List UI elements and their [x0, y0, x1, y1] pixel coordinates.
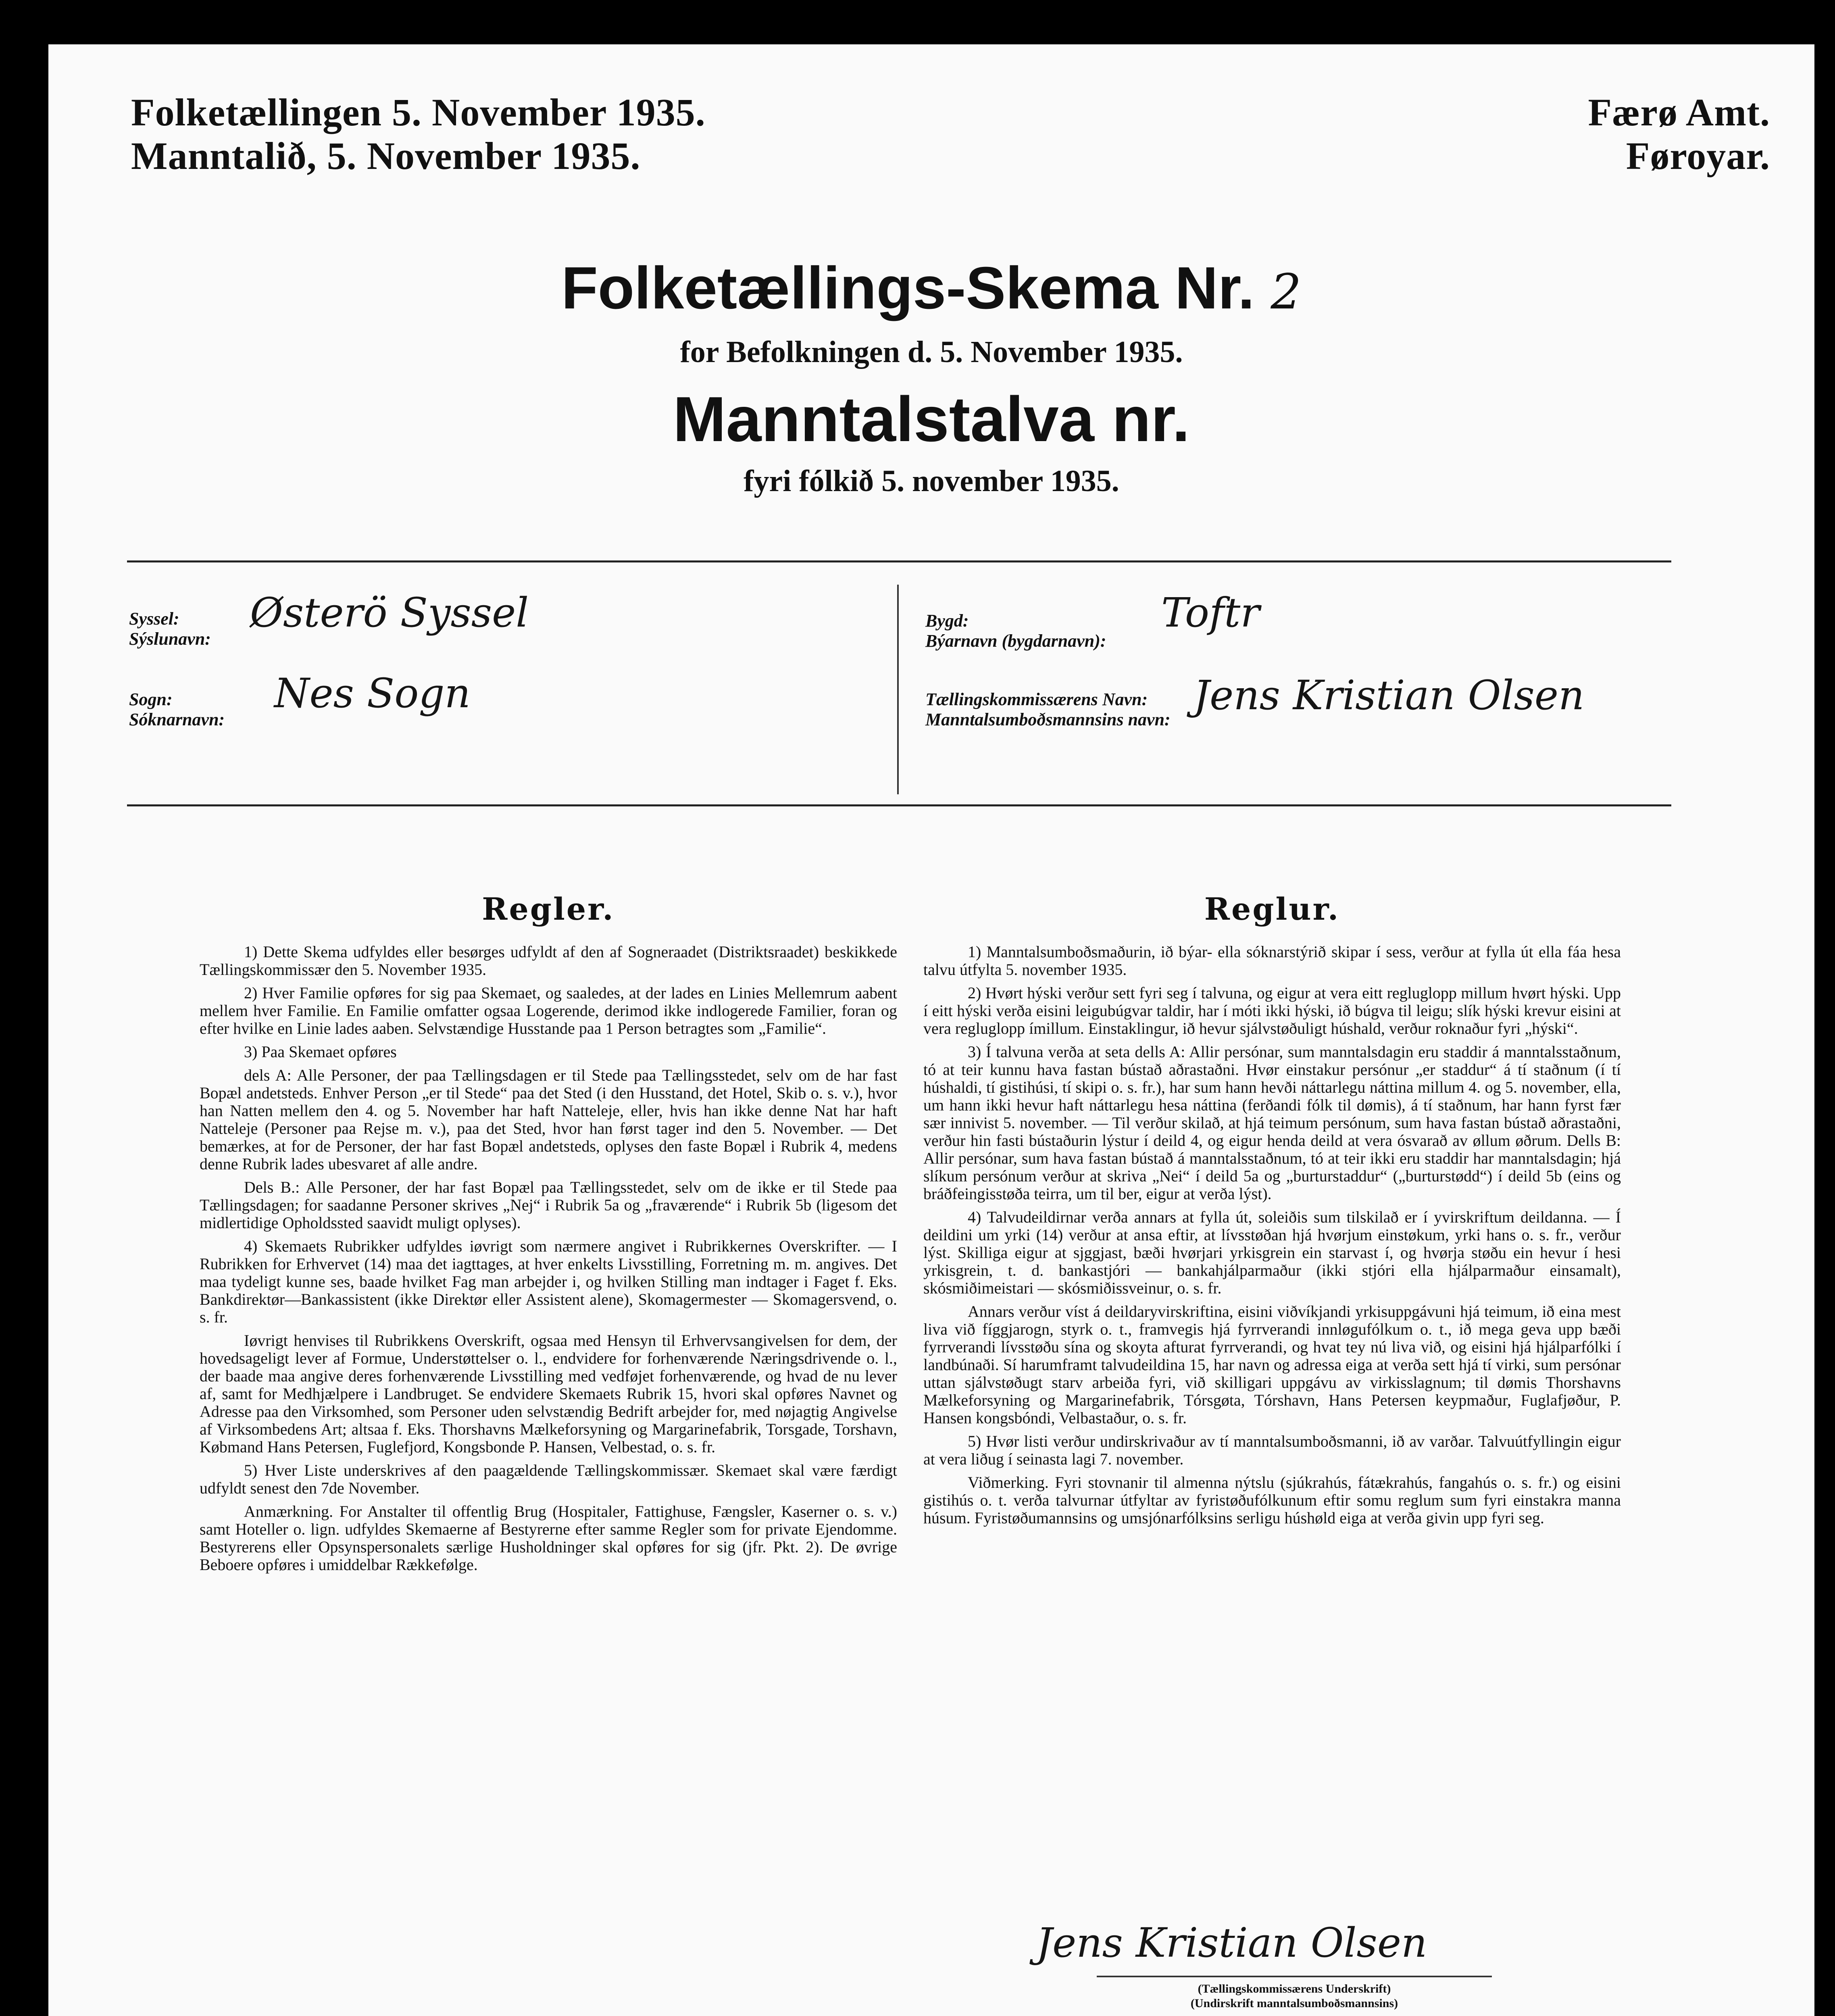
signature-caption: (Tællingskommissærens Underskrift) (Undirskrift manntalsumboðsmannsins) [1190, 1982, 1398, 2010]
regler-paragraph: dels A: Alle Personer, der paa Tællingsdagen er til Stede paa Tællingsstedet, selv om de har fast Bopæl andetsteds. Enhver Person „er til Stede“ paa det Sted (i den Husstand, det Hotel, Skib o. s. v.), hvor han Natten mellem den 4. og 5. November har haft Natteleje, eller, hvis han ikke denne Nat har haft Natteleje (Personer paa Rejse m. v.), paa det Sted, hvor han først tager ind den 5. November. — Det bemærkes, at for de Personer, der har fast Bopæl andetsteds, oplyses den faste Bopæl i Rubrik 4, medens denne Rubrik lades ubesvaret af alle andre. [200, 1066, 897, 1173]
syssel-label: Syssel: Sýslunavn: [129, 609, 211, 649]
divider-bottom [127, 804, 1671, 806]
regler-paragraph: Dels B.: Alle Personer, der har fast Bopæl paa Tællingsstedet, selv om de ikke er til Stede paa Tællingsdagen; for saadanne Personer skrives „Nej“ i Rubrik 5a og „fraværende“ i Rubrik 5b (ligesom det midlertidige Opholdssted saavidt muligt oplyses). [200, 1178, 897, 1232]
census-form-page [48, 44, 1814, 2016]
regler-paragraph: 1) Dette Skema udfyldes eller besørges udfyldt af den af Sogneraadet (Distriktsraadet) beskikkede Tællingskommissær den 5. November 1935. [200, 943, 897, 979]
regler-paragraph: Anmærkning. For Anstalter til offentlig Brug (Hospitaler, Fattighuse, Fængsler, Kaserner o. s. v.) samt Hoteller o. lign. udfyldes Skemaerne af Bestyrerne efter samme Regler som for private Ejendomme. Bestyrerens eller Opsynspersonalets særlige Husholdninger skal opføres for sig (jfr. Pkt. 2). De øvrige Beboere opføres i umiddelbar Rækkefølge. [200, 1502, 897, 1574]
skema-title: Folketællings-Skema Nr. [561, 255, 1255, 321]
header-left [131, 91, 706, 178]
reglur-paragraph: Viðmerking. Fyri stovnanir til almenna nýtslu (sjúkrahús, fátækrahús, fangahús o. s. fr.) og eisini gistihús o. t. verða talvurnar útfyltar av fyristøðufólkunum eftir somu reglum sum fyri einstakra manna húsum. Fyristøðumannsins og umsjónarfólksins serligu húshøld eiga at verða givin upp fyri seg. [923, 1473, 1621, 1527]
reglur-paragraph: 5) Hvør listi verður undirskrivaður av tí manntalsumboðsmanni, ið av varðar. Talvuútfyllingin eigur at vera liðug í seinasta lagi 7. november. [923, 1432, 1621, 1468]
skema-title-row [48, 254, 1814, 323]
header-county-faroese: Føroyar. [1626, 134, 1770, 177]
sogn-value: Nes Sogn [274, 670, 471, 717]
header-county-danish: Færø Amt. [1588, 91, 1770, 134]
divider-vertical [897, 585, 899, 794]
reglur-paragraph: 3) Í talvuna verða at seta dells A: Allir persónar, sum manntalsdagin eru staddir á manntalsstaðnum, tó at teir kunnu hava fastan bústað aðrastaðni. Hvør einstakur persónur „er staddur“ á tí staðnum (í tí húshaldi, tí gistihúsi, tí skipi o. s. fr.), har sum hann hevði náttarlegu náttina millum 4. og 5. november, ella, um hann ikki hevur haft náttarlegu hesa náttina (ferðandi fólk til dømis), á tí staðnum, har hann fyrst fær sær innivist 5. november. — Til verður skilað, at hjá teimum persónum, sum hava fastan bústað aðrastaðni, verður hin fasti bústaðurin lýstur í deild 4, og eigur henda deild at vera ósvarað av øllum øðrum. Dells B: Allir persónar, sum hava fastan bústað á manntalsstaðnum, tó at teir ikki eru staddir har manntalsdagin; hjá slíkum persónum verður at skriva „Nei“ í deild 5a og „burturstaddur“ („burturstødd“) í deild 5b (eins og bráðfeingisstøða teirra, um til ber, eigur at verða lýst). [923, 1043, 1621, 1203]
divider-top [127, 560, 1671, 562]
header-census-faroese: Manntalið, 5. November 1935. [131, 134, 641, 177]
header-right [1588, 91, 1770, 178]
reglur-paragraph: 2) Hvørt hýski verður sett fyri seg í talvuna, og eigur at vera eitt regluglopp millum hvørt hýski. Upp í eitt hýski verða eisini leigubúgvar taldir, har í móti ikki hýski, ið búgva til leigu; slík hýski krevur eisini at vera regluglopp ímillum. Einstaklingur, ið hevur sjálvstøðuligt húshald, verður roknaður fyri „hýski“. [923, 984, 1621, 1037]
sogn-label: Sogn: Sóknarnavn: [129, 689, 225, 729]
regler-heading: Regler. [482, 891, 615, 927]
reglur-paragraph: 1) Manntalsumboðsmaðurin, ið býar- ella sóknarstýrið skipar í sess, verður at fylla út ella fáa hesa talvu útfylta 5. november 1935. [923, 943, 1621, 979]
regler-paragraph: 2) Hver Familie opføres for sig paa Skemaet, og saaledes, at der lades en Linies Mellemrum aabent mellem hver Familie. En Familie omfatter ogsaa Logerende, derimod ikke indlogerede Familier, foran og efter hvilke en Linie lades aaben. Selvstændige Husstande paa 1 Person betragtes som „Familie“. [200, 984, 897, 1037]
manntal-subtitle: fyri fólkið 5. november 1935. [744, 464, 1119, 498]
regler-paragraph: 5) Hver Liste underskrives af den paagældende Tællingskommissær. Skemaet skal være færdigt udfyldt senest den 7de November. [200, 1461, 897, 1497]
signature-line [1097, 1976, 1492, 1977]
reglur-heading: Reglur. [1204, 891, 1340, 927]
manntal-title: Manntalstalva nr. [673, 384, 1190, 455]
regler-paragraph: Iøvrigt henvises til Rubrikkens Overskrift, ogsaa med Hensyn til Erhvervsangivelsen for dem, der hovedsageligt lever af Formue, Understøttelser o. l., endvidere for forhenværende Næringsdrivende o. l., der baade maa angive deres forhenværende Livsstilling med vedføjet forhenværende, og hvad de nu lever af, samt for Medhjælpere i Landbruget. Se endvidere Skemaets Rubrik 15, hvori skal opføres Navnet og Adresse paa den Virksomhed, som Personer uden selvstændig Bedrift arbejder for, med nøjagtig Angivelse af Virksombedens Art; altsaa f. Eks. Thorshavns Mælkeforsyning og Margarinefabrik, Torsgade, Torshavn, Købmand Hans Petersen, Fuglefjord, Kongsbonde P. Hansen, Velbestad, o. s. fr. [200, 1331, 897, 1456]
regler-column [200, 891, 897, 1579]
reglur-column [923, 891, 1621, 1533]
skema-subtitle: for Befolkningen d. 5. November 1935. [680, 335, 1183, 369]
reglur-paragraph: 4) Talvudeildirnar verða annars at fylla út, soleiðis sum tilskilað er í yvirskriftum deildanna. — Í deildini um yrki (14) verður at ansa eftir, at lívsstøðan hjá hvørjum einstøkum, yrki hans o. s. fr., verður lýst. Skilliga eigur at sjggjast, bæði hvørjari yrkisgrein ein starvast í, og hvørja støðu ein hevur í hesi yrkisgrein, t. d. bankastjóri — bankahjálparmaður (ikki stjóri ella hjálparmaður einsamalt), skósmiðimeistari — skósmiðissveinur, o. s. fr. [923, 1208, 1621, 1297]
signature-handwritten: Jens Kristian Olsen [1036, 1919, 1427, 1966]
regler-paragraph: 3) Paa Skemaet opføres [244, 1043, 397, 1061]
bygd-value: Toftr [1161, 589, 1260, 636]
syssel-value: Østerö Syssel [250, 589, 529, 636]
regler-paragraph: 4) Skemaets Rubrikker udfyldes iøvrigt som nærmere angivet i Rubrikkernes Overskrifter. — I Rubrikken for Erhvervet (14) maa det iagttages, at hver enkelts Livsstilling, Forretning m. m. angives. Det maa tydeligt kunne ses, baade hvilket Fag man arbejder i, og hvilken Stilling man indtager i Faget f. Eks. Bankdirektør—Bankassistent (ikke Direktør eller Assistent alene), Skomagermester — Skomagersvend, o. s. fr. [200, 1237, 897, 1326]
skema-number: 2 [1271, 264, 1302, 320]
bygd-label: Bygd: Býarnavn (bygdarnavn): [925, 611, 1106, 651]
kommissaer-label: Tællingskommissærens Navn: Manntalsumboðsmannsins navn: [925, 689, 1171, 729]
header-census-danish: Folketællingen 5. November 1935. [131, 91, 706, 134]
kommissaer-value: Jens Kristian Olsen [1193, 672, 1585, 719]
reglur-paragraph: Annars verður víst á deildaryvirskriftina, eisini viðvíkjandi yrkisuppgávuni hjá teimum, ið eina mest liva við fíggjarogn, styrk o. t., framvegis hjá fyrrverandi innløgufólkum o. t., ið mega geva upp bæði fyrrverandi lívsstøðu sína og skoyta afturat fyrrverandi, og hvat tey nú liva við, og eisini hjá hjálparfólki í landbúnaði. Sí harumframt talvudeildina 15, har navn og adressa eiga at verða sett hjá tí virki, sum persónar uttan sjálvstøðugt starv arbeiða fyri, við skilligari uppgávu av virkisslagnum; til dømis Thorshavns Mælkeforsyning og Margarinefabrik, Tórsgøta, Tórshavn, Hans Petersen keypmaður, Fuglafjøður, P. Hansen kongsbóndi, Velbastaður, o. s. fr. [923, 1302, 1621, 1427]
